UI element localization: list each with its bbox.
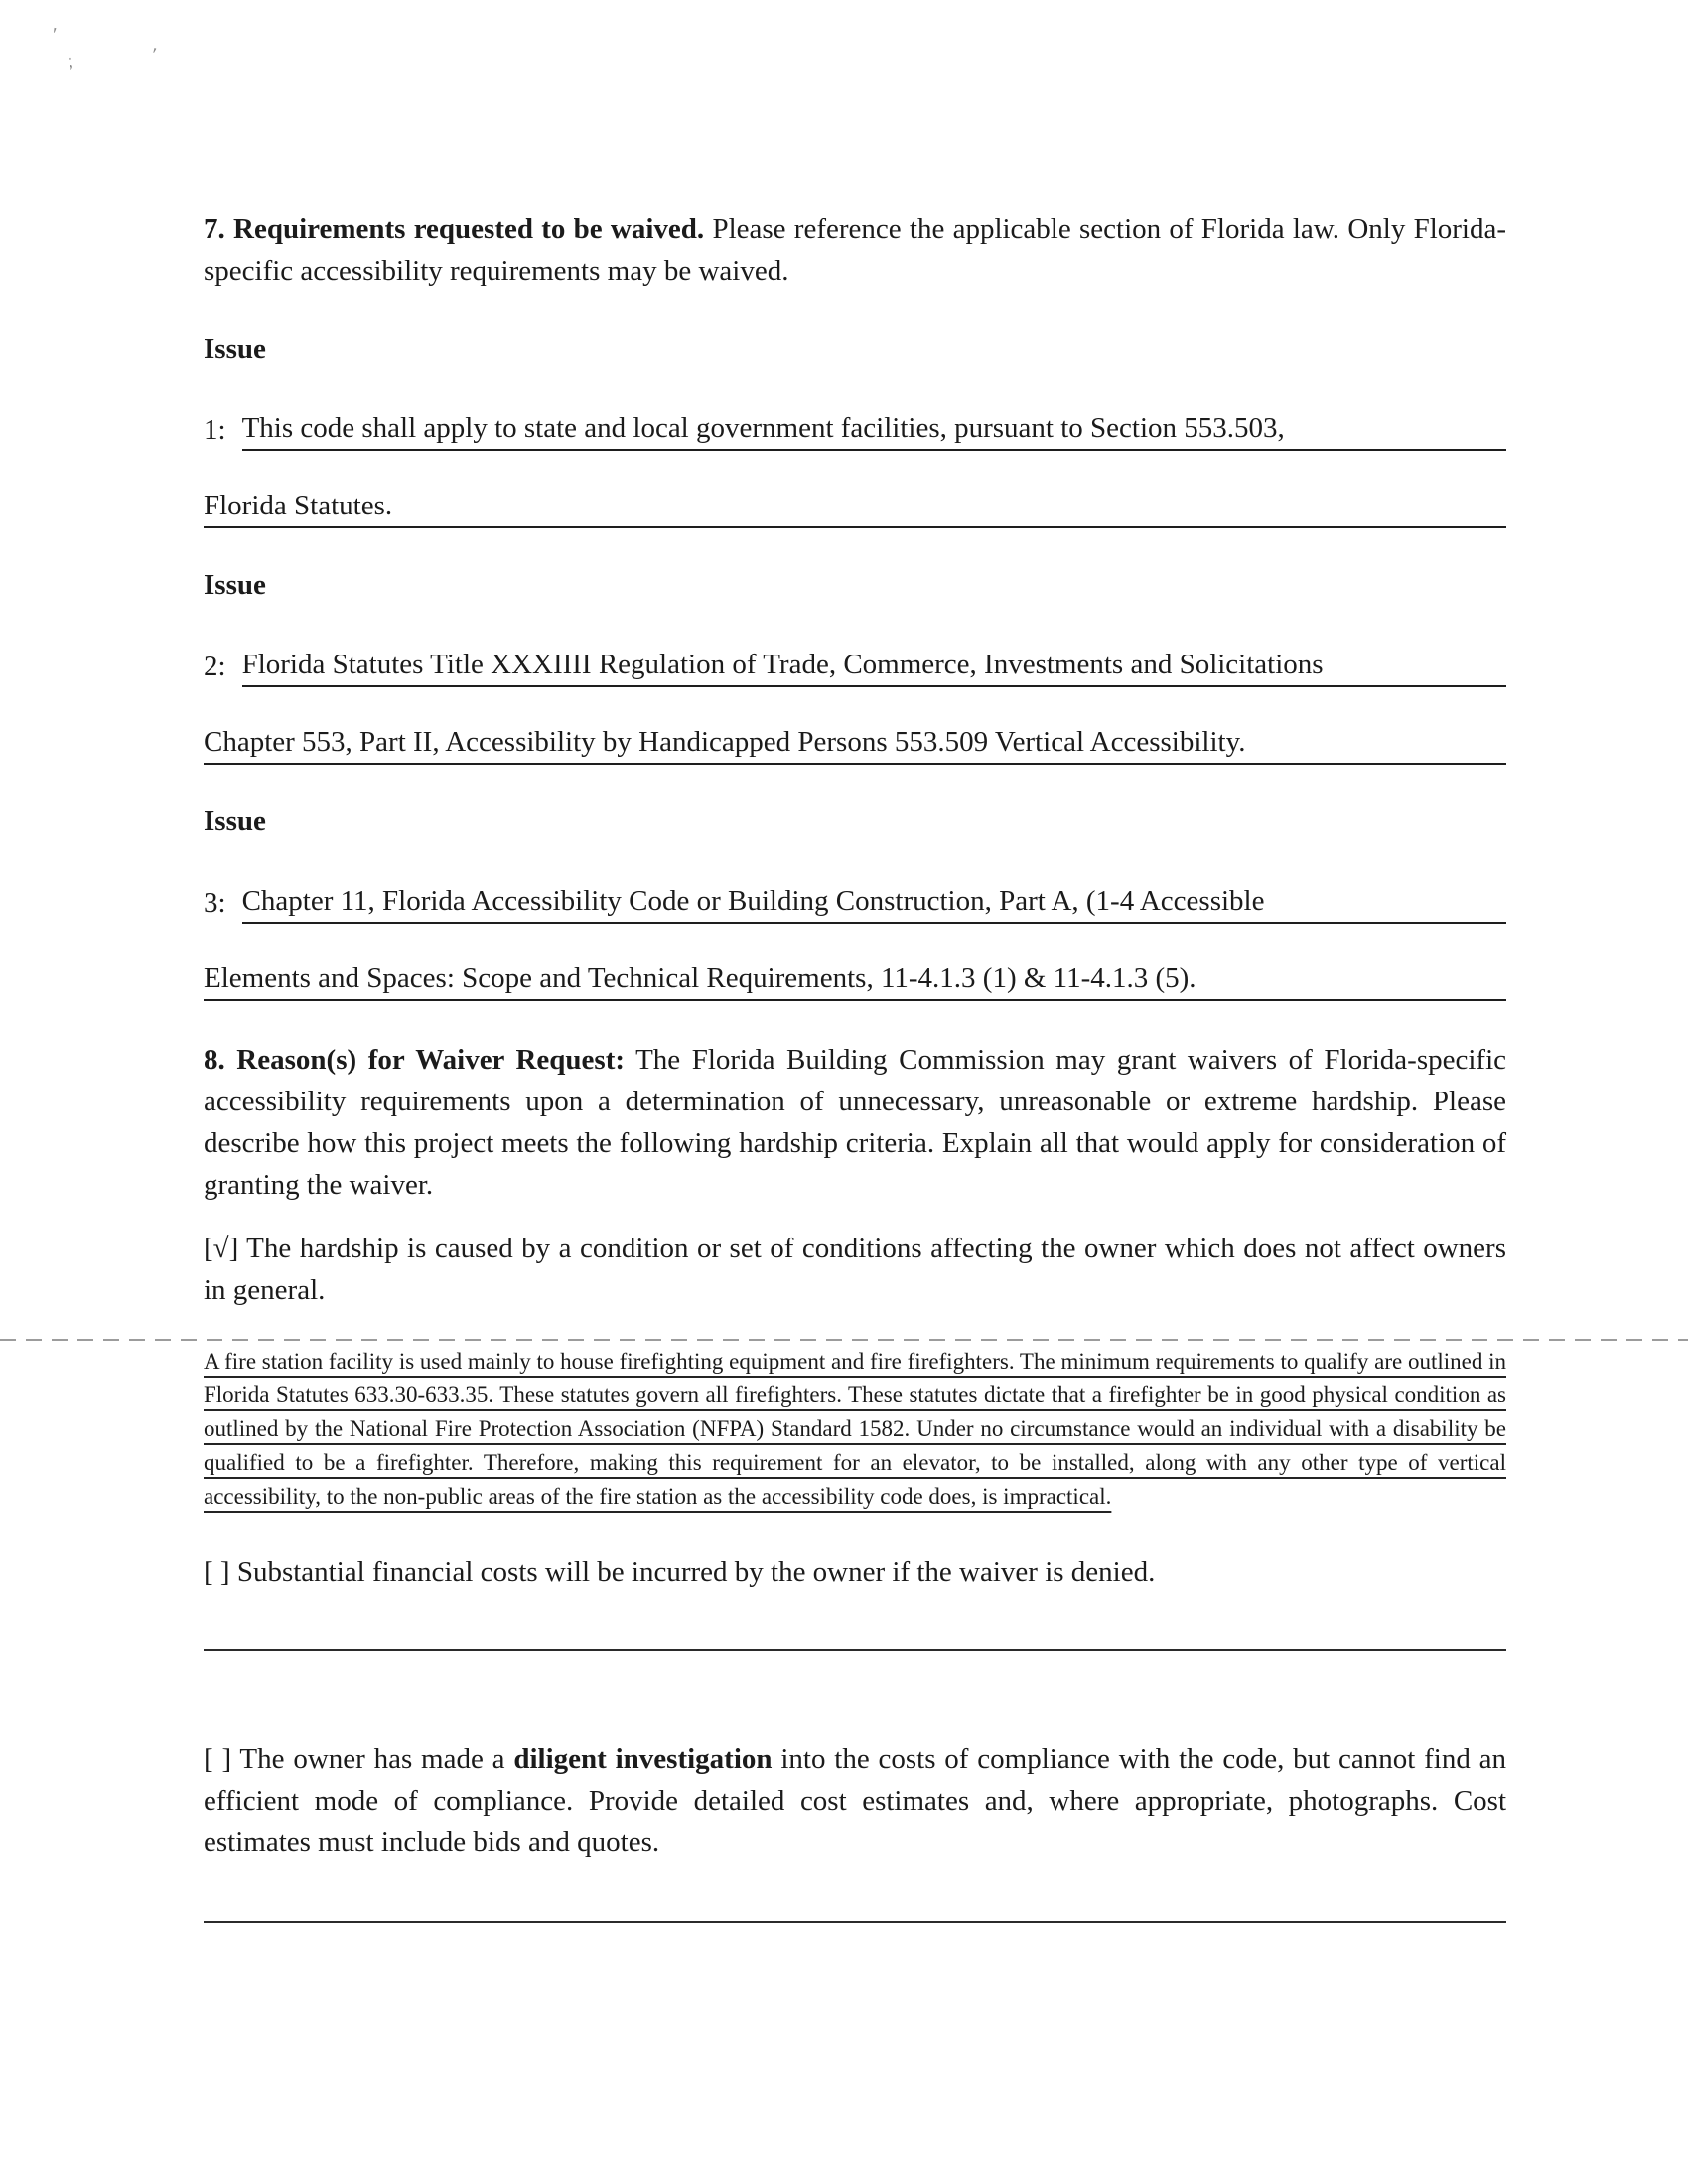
issue-3-heading: Issue	[204, 805, 266, 837]
issue-3-line-2	[204, 957, 1506, 1001]
issue-3-line-1	[204, 880, 1506, 924]
issue-1-fill-line-1: This code shall apply to state and local government facilities, pursuant to Section 553.503,	[242, 407, 1506, 451]
section8-body-text: The Florida Building Commission may grant waivers of Florida-specific accessibility requirements upon a determination of unnecessary, unreasonable or extreme hardship. Please describe how this project meets the following hardship criteria. Explain all that would apply for consideration of granting the waiver.	[204, 1044, 1506, 1201]
section8-heading: 8. Reason(s) for Waiver Request:	[204, 1044, 626, 1076]
issue-block-3	[204, 801, 1506, 1001]
criterion-diligent-pre-text: The owner has made a	[239, 1743, 505, 1775]
issue-2-heading: Issue	[204, 569, 266, 601]
issue-block-1	[204, 328, 1506, 528]
criterion-diligent-post-text: into the costs of compliance with the code, but cannot find an efficient mode of compliance. Provide detailed cost estimates and, where appropriate, photographs. Cost estimates must include bids and quotes.	[204, 1743, 1507, 1858]
issue-1-number: 1:	[204, 414, 226, 446]
criterion-financial-costs	[204, 1551, 1506, 1593]
issue-block-2	[204, 564, 1506, 765]
section7-body-text: Please reference the applicable section of Florida law. Only Florida-specific accessibility requirements may be waived.	[204, 214, 1507, 287]
issue-2-fill-line-1: Florida Statutes Title XXXIIII Regulation of Trade, Commerce, Investments and Solicitations	[242, 644, 1506, 687]
criterion-diligent-bold-text: diligent investigation	[513, 1743, 773, 1775]
checkbox-unchecked-marker: [ ]	[204, 1556, 230, 1588]
issue-2-number: 2:	[204, 651, 226, 682]
issue-1-line-1	[204, 407, 1506, 451]
issue-2-fill-line-2: Chapter 553, Part II, Accessibility by Handicapped Persons 553.509 Vertical Accessibility.	[204, 721, 1506, 765]
checkbox-checked-marker: [√]	[204, 1233, 239, 1264]
scan-artifact-mark: '	[147, 44, 159, 66]
scan-artifact-mark: '	[49, 23, 59, 47]
blank-answer-line-1	[204, 1649, 1506, 1651]
criterion-diligent-investigation	[204, 1738, 1506, 1863]
section8-paragraph	[204, 1039, 1506, 1206]
section7-paragraph	[204, 209, 1506, 292]
scan-artifact-dashed-line	[0, 1339, 1688, 1341]
blank-answer-line-2	[204, 1921, 1506, 1923]
criterion-financial-costs-text: Substantial financial costs will be incurred by the owner if the waiver is denied.	[236, 1556, 1156, 1588]
checkbox-unchecked-marker: [ ]	[204, 1743, 232, 1775]
issue-1-line-2	[204, 485, 1506, 528]
waiver-reason-answer-block	[204, 1345, 1506, 1514]
waiver-reason-answer-text: A fire station facility is used mainly to house firefighting equipment and fire firefighters. The minimum requirements to qualify are outlined in Florida Statutes 633.30-633.35. These statutes govern all firefighters. These statutes dictate that a firefighter be in good physical condition as outlined by the National Fire Protection Association (NFPA) Standard 1582. Under no circumstance would an individual with a disability be qualified to be a firefighter. Therefore, making this requirement for an elevator, to be installed, along with any other type of vertical accessibility, to the non-public areas of the fire station as the accessibility code does, is impractical.	[204, 1349, 1506, 1509]
issue-2-line-2	[204, 721, 1506, 765]
issue-2-line-1	[204, 644, 1506, 687]
scan-artifact-mark: ;	[66, 49, 75, 73]
issue-1-fill-line-2: Florida Statutes.	[204, 485, 1506, 528]
section7-heading: 7. Requirements requested to be waived.	[204, 214, 705, 245]
issue-3-number: 3:	[204, 887, 226, 919]
issue-3-fill-line-2: Elements and Spaces: Scope and Technical Requirements, 11-4.1.3 (1) & 11-4.1.3 (5).	[204, 957, 1506, 1001]
criterion-hardship-condition-text: The hardship is caused by a condition or set of conditions affecting the owner which does not affect owners in general.	[204, 1233, 1506, 1306]
issue-1-heading: Issue	[204, 333, 266, 364]
issue-3-fill-line-1: Chapter 11, Florida Accessibility Code or Building Construction, Part A, (1-4 Accessible	[242, 880, 1506, 924]
criterion-hardship-condition	[204, 1228, 1506, 1311]
